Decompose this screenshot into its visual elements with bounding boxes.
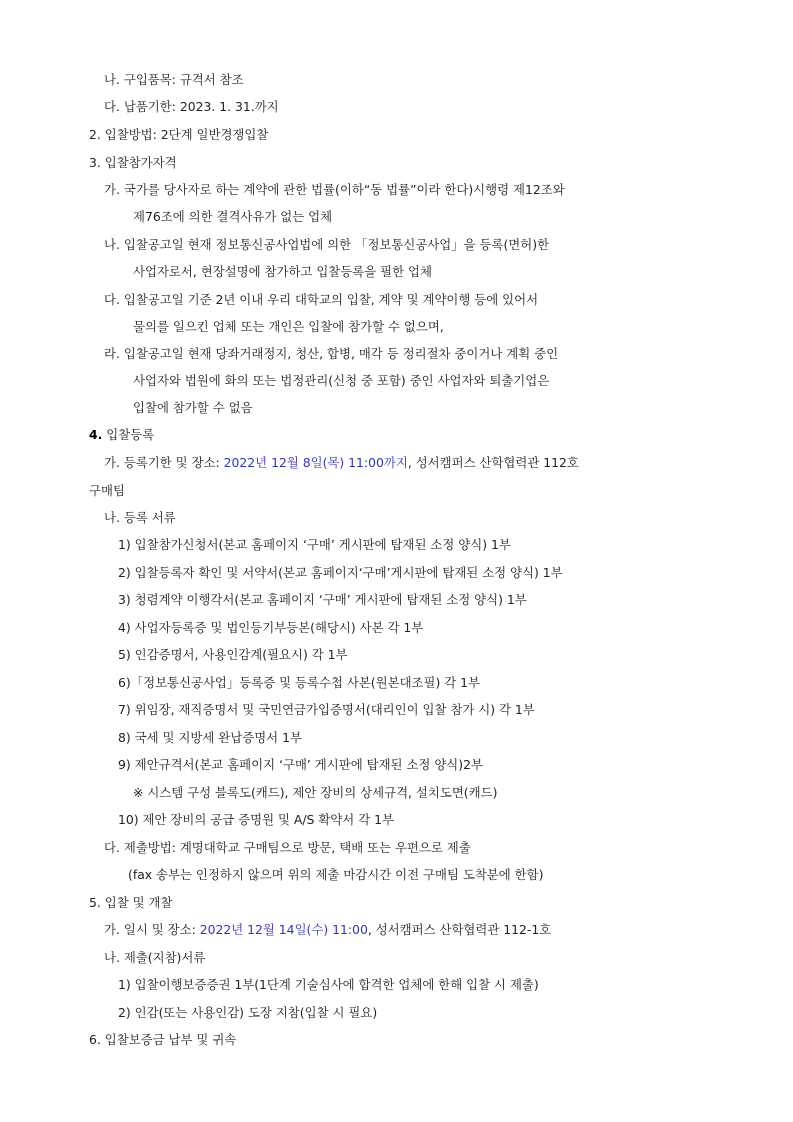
document-item-8: 8) 국세 및 지방세 완납증명서 1부 bbox=[118, 730, 302, 745]
document-item-9-note: ※ 시스템 구성 블록도(캐드), 제안 장비의 상세규격, 설치도면(캐드) bbox=[133, 785, 498, 800]
document-item-9: 9) 제안규격서(본교 홈페이지 ‘구매’ 게시판에 탑재된 소정 양식)2부 bbox=[118, 757, 483, 772]
registration-deadline-date: 2022년 12월 8일(목) 11:00까지 bbox=[223, 455, 408, 470]
opening-document-1: 1) 입찰이행보증증권 1부(1단계 기술심사에 합격한 업체에 한해 입찰 시 제출) bbox=[118, 977, 539, 992]
document-item-5: 5) 인감증명서, 사용인감계(필요시) 각 1부 bbox=[118, 647, 348, 662]
registration-deadline-place bbox=[104, 455, 579, 471]
document-item-2: 2) 입찰등록자 확인 및 서약서(본교 홈페이지‘구매’게시판에 탑재된 소정 양식) 1부 bbox=[118, 565, 563, 580]
opening-documents-heading: 나. 제출(지참)서류 bbox=[104, 950, 206, 965]
document-item-6: 6)「정보통신공사업」등록증 및 등록수첩 사본(원본대조필) 각 1부 bbox=[118, 675, 481, 690]
eligibility-item-na: 나. 입찰공고일 현재 정보통신공사업법에 의한 「정보통신공사업」을 등록(면허)한 bbox=[104, 237, 550, 252]
label: 가. 등록기한 및 장소: bbox=[104, 455, 224, 470]
opening-date-place bbox=[104, 922, 551, 938]
document-item-3: 3) 청렴계약 이행각서(본교 홈페이지 ‘구매’ 게시판에 탑재된 소정 양식) 1부 bbox=[118, 592, 527, 607]
eligibility-item-ga-cont: 제76조에 의한 결격사유가 없는 업체 bbox=[133, 209, 333, 224]
opening-date: 2022년 12월 14일(수) 11:00 bbox=[199, 922, 368, 937]
place: , 성서캠퍼스 산학협력관 112-1호 bbox=[367, 922, 552, 937]
document-item-1: 1) 입찰참가신청서(본교 홈페이지 ‘구매’ 게시판에 탑재된 소정 양식) 1부 bbox=[118, 537, 511, 552]
eligibility-item-da: 다. 입찰공고일 기준 2년 이내 우리 대학교의 입찰, 계약 및 계약이행 등에 있어서 bbox=[104, 292, 539, 307]
section-number: 4. bbox=[89, 427, 103, 442]
item-purchase-goods: 나. 구입품목: 규격서 참조 bbox=[104, 72, 244, 87]
item-delivery-deadline: 다. 납품기한: 2023. 1. 31.까지 bbox=[104, 99, 279, 114]
submission-method: 다. 제출방법: 계명대학교 구매팀으로 방문, 택배 또는 우편으로 제출 bbox=[104, 840, 471, 855]
section-bid-eligibility: 3. 입찰참가자격 bbox=[89, 155, 177, 170]
opening-document-2: 2) 인감(또는 사용인감) 도장 지참(입찰 시 필요) bbox=[118, 1005, 378, 1020]
submission-method-note: (fax 송부는 인정하지 않으며 위의 제출 마감시간 이전 구매팀 도착분에 한함) bbox=[128, 867, 544, 882]
eligibility-item-ra: 라. 입찰공고일 현재 당좌거래정지, 청산, 합병, 매각 등 정리절차 중이거나 계획 중인 bbox=[104, 346, 559, 361]
label: 가. 일시 및 장소: bbox=[104, 922, 200, 937]
place: , 성서캠퍼스 산학협력관 112호 bbox=[407, 455, 579, 470]
eligibility-item-ra-cont2: 입찰에 참가할 수 없음 bbox=[133, 400, 253, 415]
registration-documents-heading: 나. 등록 서류 bbox=[104, 510, 176, 525]
eligibility-item-ra-cont1: 사업자와 법원에 화의 또는 법정관리(신청 중 포함) 중인 사업자와 퇴출기업은 bbox=[133, 373, 550, 388]
document-item-4: 4) 사업자등록증 및 법인등기부등본(해당시) 사본 각 1부 bbox=[118, 620, 424, 635]
section-bid-deposit: 6. 입찰보증금 납부 및 귀속 bbox=[89, 1032, 237, 1047]
section-bid-method: 2. 입찰방법: 2단계 일반경쟁입찰 bbox=[89, 127, 269, 142]
eligibility-item-da-cont: 물의를 일으킨 업체 또는 개인은 입찰에 참가할 수 없으며, bbox=[133, 319, 444, 334]
section-title: 입찰등록 bbox=[102, 427, 155, 442]
eligibility-item-na-cont: 사업자로서, 현장설명에 참가하고 입찰등록을 필한 업체 bbox=[133, 264, 432, 279]
registration-place-cont: 구매팀 bbox=[89, 483, 125, 498]
section-bid-registration bbox=[89, 427, 154, 443]
document-item-10: 10) 제안 장비의 공급 증명원 및 A/S 확약서 각 1부 bbox=[118, 812, 394, 827]
section-bid-opening: 5. 입찰 및 개찰 bbox=[89, 895, 173, 910]
document-item-7: 7) 위임장, 재직증명서 및 국민연금가입증명서(대리인이 입찰 참가 시) 각 1부 bbox=[118, 702, 535, 717]
eligibility-item-ga: 가. 국가를 당사자로 하는 계약에 관한 법률(이하“동 법률”이라 한다)시행령 제12조와 bbox=[104, 182, 565, 197]
